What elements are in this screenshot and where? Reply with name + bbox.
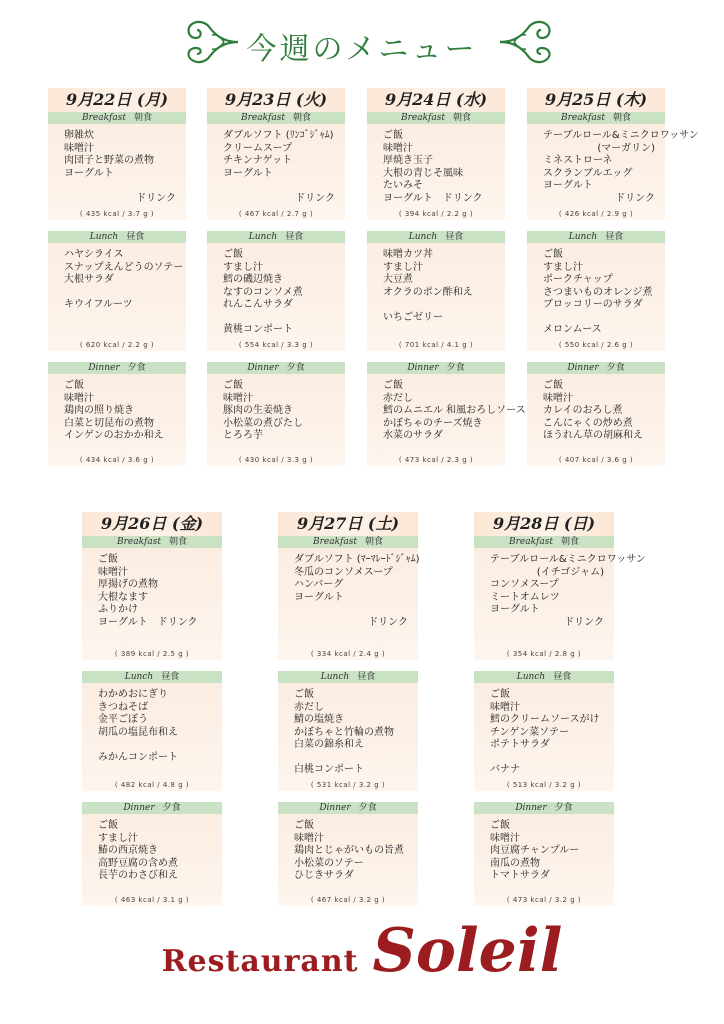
meal-dinner xyxy=(367,362,526,466)
meal-lunch xyxy=(474,671,614,791)
menu-item: 味噌汁 xyxy=(64,392,94,404)
meal-breakfast xyxy=(474,536,646,660)
meal-breakfast xyxy=(278,536,418,660)
menu-item: カレイのおろし煮 xyxy=(543,405,623,416)
day-date: 9月26日 (金) xyxy=(82,512,222,536)
menu-item: 味噌汁 xyxy=(543,392,573,404)
menu-item: バナナ xyxy=(490,764,520,775)
day-date: 9月24日 (水) xyxy=(367,88,505,112)
nutrition-info: ( 467 kcal / 3.2 g ) xyxy=(310,896,386,904)
menu-item: インゲンのおかか和え xyxy=(64,430,164,441)
restaurant-name: Soleil xyxy=(372,916,563,986)
menu-item: 大根サラダ xyxy=(64,274,114,285)
menu-item: 大豆煮 xyxy=(383,274,413,285)
nutrition-info: ( 513 kcal / 3.2 g ) xyxy=(506,781,582,789)
menu-item: 味噌汁 xyxy=(490,701,520,713)
menu-item: 鱈のクリームソースがけ xyxy=(490,714,600,725)
menu-item: ドリンク xyxy=(295,192,335,204)
menu-item: スクランブルエッグ xyxy=(543,167,633,179)
menu-item: 鯖の塩焼き xyxy=(294,714,344,725)
menu-item: ヨーグルト xyxy=(64,167,114,179)
meal-lunch xyxy=(527,231,665,351)
menu-item: わかめおにぎり xyxy=(98,689,168,700)
menu-item: こんにゃくの炒め煮 xyxy=(543,417,633,429)
menu-item: ふりかけ xyxy=(98,604,138,615)
meal-lunch xyxy=(278,671,418,791)
nutrition-info: ( 334 kcal / 2.4 g ) xyxy=(310,650,386,658)
menu-item xyxy=(98,739,216,752)
meal-header: Breakfast 朝食 xyxy=(367,112,505,124)
menu-item xyxy=(294,604,412,617)
menu-item: ご飯 xyxy=(64,380,84,391)
meal-items xyxy=(82,683,222,764)
menu-item: 鶏肉とじゃがいもの旨煮 xyxy=(294,845,404,856)
menu-item: 水菜のサラダ xyxy=(383,430,443,441)
menu-item: ダブルソフト (ﾏｰﾏﾚｰﾄﾞｼﾞｬﾑ) xyxy=(294,554,420,565)
meal-header: Breakfast 朝食 xyxy=(527,112,665,124)
meal-header: Lunch 昼食 xyxy=(367,231,505,243)
menu-item: さつまいものオレンジ煮 xyxy=(543,286,653,298)
meal-header: Dinner 夕食 xyxy=(278,802,418,814)
menu-item: 味噌カツ丼 xyxy=(383,249,433,260)
menu-item: 味噌汁 xyxy=(98,566,128,578)
meal-header: Dinner 夕食 xyxy=(527,362,665,374)
menu-item: ヨーグルト xyxy=(543,180,593,191)
meal-dinner xyxy=(207,362,345,466)
meal-dinner xyxy=(474,802,614,906)
menu-item: クリームスープ xyxy=(223,142,292,154)
meal-dinner xyxy=(48,362,186,466)
meal-header: Dinner 夕食 xyxy=(367,362,505,374)
menu-item xyxy=(543,312,659,325)
menu-item: ミネストローネ xyxy=(543,155,613,166)
menu-item: 鱈の磯辺焼き xyxy=(223,274,283,285)
menu-item: 長芋のわさび和え xyxy=(98,870,178,881)
nutrition-info: ( 407 kcal / 3.6 g ) xyxy=(558,456,634,464)
menu-item: すまし汁 xyxy=(543,261,583,273)
nutrition-info: ( 394 kcal / 2.2 g ) xyxy=(398,210,474,218)
meal-header: Lunch 昼食 xyxy=(474,671,614,683)
meal-header: Breakfast 朝食 xyxy=(474,536,614,548)
meal-header: Dinner 夕食 xyxy=(48,362,186,374)
menu-item: キウイフルーツ xyxy=(64,299,133,310)
day-card xyxy=(207,88,345,466)
meal-dinner xyxy=(82,802,222,906)
menu-item: たいみそ xyxy=(383,180,423,191)
menu-item: 小松菜の煮びたし xyxy=(223,417,303,429)
header xyxy=(0,14,724,74)
meal-header: Breakfast 朝食 xyxy=(207,112,345,124)
menu-item: 卵雑炊 xyxy=(64,130,94,141)
meal-items xyxy=(474,548,646,629)
nutrition-info: ( 354 kcal / 2.8 g ) xyxy=(506,650,582,658)
menu-item: ダブルソフト (ﾘﾝｺﾞｼﾞｬﾑ) xyxy=(223,130,334,141)
menu-item: ヨーグルト xyxy=(294,591,344,603)
menu-item: ご飯 xyxy=(294,820,314,831)
meal-breakfast xyxy=(207,112,345,220)
meal-header: Lunch 昼食 xyxy=(48,231,186,243)
day-date: 9月22日 (月) xyxy=(48,88,186,112)
meal-header: Lunch 昼食 xyxy=(278,671,418,683)
menu-item: 味噌汁 xyxy=(490,832,520,844)
meal-lunch xyxy=(82,671,222,791)
menu-item: 味噌汁 xyxy=(294,832,324,844)
menu-item: 大根なます xyxy=(98,591,148,603)
meal-items xyxy=(527,243,665,337)
menu-item: ヨーグルト xyxy=(490,604,540,615)
day-date: 9月28日 (日) xyxy=(474,512,614,536)
menu-item: トマトサラダ xyxy=(490,870,550,881)
meal-header: Lunch 昼食 xyxy=(207,231,345,243)
menu-item: なすのコンソメ煮 xyxy=(223,286,303,298)
day-card xyxy=(527,88,699,466)
meal-header: Breakfast 朝食 xyxy=(278,536,418,548)
menu-item: チンゲン菜ソテー xyxy=(490,726,570,738)
menu-item: きつねそば xyxy=(98,701,148,713)
menu-item: ハンバーグ xyxy=(294,579,344,590)
menu-item: 味噌汁 xyxy=(223,392,253,404)
menu-item: ご飯 xyxy=(294,689,314,700)
menu-item: かぼちゃと竹輪の煮物 xyxy=(294,726,394,738)
nutrition-info: ( 426 kcal / 2.9 g ) xyxy=(558,210,634,218)
menu-item: ヨーグルト xyxy=(223,167,273,179)
menu-item xyxy=(64,287,180,300)
menu-item: みかんコンポート xyxy=(98,751,178,763)
menu-item: 厚焼き玉子 xyxy=(383,155,433,166)
meal-lunch xyxy=(207,231,345,351)
meal-items xyxy=(207,374,345,443)
menu-item: ドリンク xyxy=(615,192,655,204)
menu-item: ヨーグルト ドリンク xyxy=(383,192,483,204)
menu-item: ご飯 xyxy=(223,249,243,260)
menu-item: 赤だし xyxy=(383,392,413,404)
meal-items xyxy=(48,124,186,205)
day-date: 9月23日 (火) xyxy=(207,88,345,112)
menu-item: 黄桃コンポート xyxy=(223,324,293,335)
menu-item xyxy=(223,180,339,193)
menu-item: 豚肉の生姜焼き xyxy=(223,405,293,416)
nutrition-info: ( 482 kcal / 4.8 g ) xyxy=(114,781,190,789)
meal-header: Breakfast 朝食 xyxy=(48,112,186,124)
nutrition-info: ( 467 kcal / 2.7 g ) xyxy=(238,210,314,218)
menu-item: コンソメスープ xyxy=(490,579,559,590)
meal-lunch xyxy=(367,231,505,351)
meal-breakfast xyxy=(82,536,222,660)
nutrition-info: ( 435 kcal / 3.7 g ) xyxy=(79,210,155,218)
menu-item xyxy=(294,752,412,765)
menu-item: 高野豆腐の含め煮 xyxy=(98,857,178,869)
meal-items xyxy=(278,814,418,883)
nutrition-info: ( 554 kcal / 3.3 g ) xyxy=(238,341,314,349)
menu-item: ご飯 xyxy=(490,689,510,700)
menu-item: ひじきサラダ xyxy=(294,870,354,881)
menu-item: チキンナゲット xyxy=(223,155,293,166)
meal-items xyxy=(48,374,186,443)
menu-item xyxy=(490,752,608,765)
menu-item xyxy=(223,312,339,325)
menu-item: 鶏肉の照り焼き xyxy=(64,405,134,416)
meal-items xyxy=(367,124,505,205)
menu-item: ヨーグルト ドリンク xyxy=(98,616,198,628)
menu-item: 小松菜のソテー xyxy=(294,857,364,869)
menu-item: すまし汁 xyxy=(223,261,263,273)
meal-items xyxy=(48,243,186,312)
menu-item: ご飯 xyxy=(223,380,243,391)
meal-breakfast xyxy=(527,112,699,220)
menu-item: 肉豆腐チャンプルー xyxy=(490,845,580,856)
menu-item: 肉団子と野菜の煮物 xyxy=(64,155,154,166)
menu-item: ブロッコリーのサラダ xyxy=(543,299,643,310)
nutrition-info: ( 620 kcal / 2.2 g ) xyxy=(79,341,155,349)
meal-items xyxy=(367,243,505,324)
meal-items xyxy=(527,124,699,205)
nutrition-info: ( 389 kcal / 2.5 g ) xyxy=(114,650,190,658)
menu-item: 味噌汁 xyxy=(383,142,413,154)
menu-item: ご飯 xyxy=(98,554,118,565)
meal-items xyxy=(474,814,614,883)
day-date: 9月25日 (木) xyxy=(527,88,665,112)
meal-items xyxy=(278,683,418,777)
meal-lunch xyxy=(48,231,186,351)
meal-header: Lunch 昼食 xyxy=(527,231,665,243)
meal-header: Lunch 昼食 xyxy=(82,671,222,683)
meal-items xyxy=(82,814,222,883)
menu-item: (マーガリン) xyxy=(597,142,655,154)
meal-dinner xyxy=(278,802,418,906)
menu-item: ご飯 xyxy=(383,130,403,141)
menu-item: 鱈のムニエル 和風おろしソース xyxy=(383,405,526,416)
meal-header: Breakfast 朝食 xyxy=(82,536,222,548)
menu-item: 金平ごぼう xyxy=(98,714,148,725)
menu-item: 鰆の西京焼き xyxy=(98,845,158,856)
menu-item: ハヤシライス xyxy=(64,249,124,260)
menu-item: メロンムース xyxy=(543,324,602,335)
day-card xyxy=(278,512,418,906)
day-date: 9月27日 (土) xyxy=(278,512,418,536)
meal-items xyxy=(207,243,345,337)
restaurant-logo xyxy=(0,916,724,986)
menu-item xyxy=(383,299,499,312)
nutrition-info: ( 434 kcal / 3.6 g ) xyxy=(79,456,155,464)
menu-item: 厚揚げの煮物 xyxy=(98,579,158,590)
nutrition-info: ( 531 kcal / 3.2 g ) xyxy=(310,781,386,789)
menu-item: すまし汁 xyxy=(98,832,138,844)
day-card xyxy=(367,88,526,466)
flourish-ornament-icon xyxy=(496,16,558,66)
menu-item: いちごゼリー xyxy=(383,311,443,323)
meal-dinner xyxy=(527,362,665,466)
meal-header: Dinner 夕食 xyxy=(207,362,345,374)
menu-item: 白菜と切昆布の煮物 xyxy=(64,417,154,429)
menu-item: ご飯 xyxy=(98,820,118,831)
menu-item: 胡瓜の塩昆布和え xyxy=(98,726,178,738)
menu-item: 味噌汁 xyxy=(64,142,94,154)
menu-item: すまし汁 xyxy=(383,261,423,273)
menu-item: ポテトサラダ xyxy=(490,739,550,750)
meal-items xyxy=(207,124,345,205)
meal-header: Dinner 夕食 xyxy=(82,802,222,814)
menu-item: ドリンク xyxy=(136,192,176,204)
nutrition-info: ( 463 kcal / 3.1 g ) xyxy=(114,896,190,904)
meal-items xyxy=(82,548,222,629)
menu-item: 南瓜の煮物 xyxy=(490,857,540,869)
page-title: 今週のメニュー xyxy=(246,32,478,67)
menu-item: ミートオムレツ xyxy=(490,591,560,603)
nutrition-info: ( 473 kcal / 3.2 g ) xyxy=(506,896,582,904)
menu-item: かぼちゃのチーズ焼き xyxy=(383,417,483,429)
menu-item: オクラのポン酢和え xyxy=(383,286,473,298)
menu-item: ドリンク xyxy=(368,616,408,628)
menu-item: ご飯 xyxy=(543,380,563,391)
meal-items xyxy=(367,374,526,443)
menu-item: テーブルロール&ミニクロワッサン xyxy=(490,554,646,565)
day-card xyxy=(48,88,186,466)
day-card xyxy=(82,512,222,906)
menu-item: ドリンク xyxy=(564,616,604,628)
restaurant-label: Restaurant xyxy=(161,944,359,979)
menu-item: ご飯 xyxy=(383,380,403,391)
menu-item: ご飯 xyxy=(490,820,510,831)
meal-header: Dinner 夕食 xyxy=(474,802,614,814)
meal-items xyxy=(474,683,614,777)
menu-item: 冬瓜のコンソメスープ xyxy=(294,566,393,578)
menu-item: ご飯 xyxy=(543,249,563,260)
meal-items xyxy=(278,548,418,629)
meal-breakfast xyxy=(48,112,186,220)
nutrition-info: ( 701 kcal / 4.1 g ) xyxy=(398,341,474,349)
menu-item: 白菜の錦糸和え xyxy=(294,739,364,750)
meal-breakfast xyxy=(367,112,505,220)
menu-item xyxy=(64,180,180,193)
day-card xyxy=(474,512,646,906)
nutrition-info: ( 550 kcal / 2.6 g ) xyxy=(558,341,634,349)
meal-items xyxy=(527,374,665,443)
menu-item: れんこんサラダ xyxy=(223,299,293,310)
menu-item: 大根の青じそ風味 xyxy=(383,167,463,179)
menu-item: スナップえんどうのソテー xyxy=(64,261,184,273)
menu-item: 白桃コンポート xyxy=(294,764,364,775)
menu-item: とろろ芋 xyxy=(223,430,263,441)
menu-item: 赤だし xyxy=(294,701,324,713)
menu-item: ほうれん草の胡麻和え xyxy=(543,430,643,441)
nutrition-info: ( 430 kcal / 3.3 g ) xyxy=(238,456,314,464)
menu-item: テーブルロール&ミニクロワッサン xyxy=(543,130,699,141)
nutrition-info: ( 473 kcal / 2.3 g ) xyxy=(398,456,474,464)
menu-item: ポークチャップ xyxy=(543,274,613,285)
menu-item: (イチゴジャム) xyxy=(536,566,604,578)
